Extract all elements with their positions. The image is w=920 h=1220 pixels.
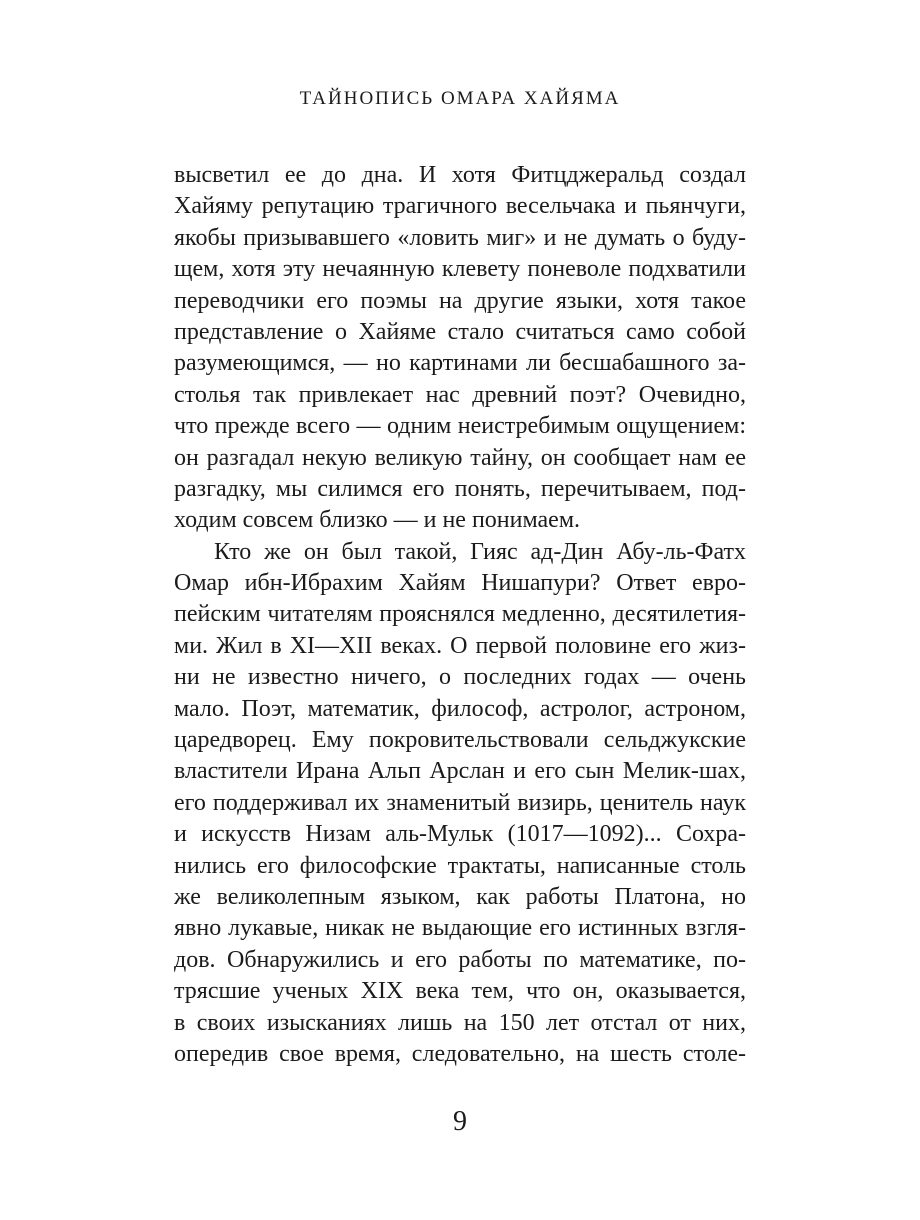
text-line: ни не известно ничего, о последних годах — очень (174, 664, 746, 691)
text-line: трясшие ученых XIX века тем, что он, оказывается, (174, 978, 746, 1005)
text-line: столья так привлекает нас древний поэт? Очевидно, (174, 381, 746, 408)
text-line: высветил ее до дна. И хотя Фитцджеральд создал (174, 162, 746, 188)
text-line: Хайяму репутацию трагичного весельчака и пьянчуги, (174, 193, 746, 220)
text-line: он разгадал некую великую тайну, он сообщает нам ее (174, 444, 746, 471)
text-line: явно лукавые, никак не выдающие его истинных взгля- (174, 915, 746, 942)
text-line: властители Ирана Альп Арслан и его сын Мелик-шах, (174, 758, 746, 785)
text-line: ми. Жил в XI—XII веках. О первой половине его жиз- (174, 632, 746, 659)
text-line: дов. Обнаружились и его работы по математике, по- (174, 946, 746, 973)
running-head: ТАЙНОПИСЬ ОМАРА ХАЙЯМА (299, 88, 621, 109)
text-line: представление о Хайяме стало считаться само собой (174, 318, 746, 345)
text-line: разгадку, мы силимся его понять, перечитываем, под- (174, 475, 746, 502)
text-line: опередив свое время, следовательно, на шесть столе- (174, 1040, 746, 1067)
page-number: 9 (453, 1106, 467, 1137)
text-line: разумеющимся, — но картинами ли бесшабашного за- (174, 350, 746, 377)
text-line: нились его философские трактаты, написанные столь (174, 852, 746, 879)
text-line: мало. Поэт, математик, философ, астролог, астроном, (174, 695, 746, 722)
text-line: якобы призывавшего «ловить миг» и не думать о буду- (174, 224, 746, 251)
text-line: царедворец. Ему покровительствовали сельджукские (174, 727, 746, 754)
text-line: пейским читателям прояснялся медленно, десятилетия- (174, 601, 746, 628)
text-line: ходим совсем близко — и не понимаем. (174, 507, 581, 534)
text-line: что прежде всего — одним неистребимым ощущением: (174, 413, 746, 440)
text-line: в своих изысканиях лишь на 150 лет отстал от них, (174, 1009, 746, 1036)
text-line: его поддерживал их знаменитый визирь, ценитель наук (174, 789, 746, 816)
text-line: же великолепным языком, как работы Платона, но (174, 883, 746, 910)
body-text (174, 160, 746, 1070)
text-line: Омар ибн-Ибрахим Хайям Нишапури? Ответ евро- (174, 570, 746, 597)
text-line: переводчики его поэмы на другие языки, хотя такое (174, 287, 746, 314)
text-line: щем, хотя эту нечаянную клевету поневоле подхватили (174, 256, 746, 283)
text-line: и искусств Низам аль-Мульк (1017—1092)... Сохра- (174, 821, 746, 848)
text-line: Кто же он был такой, Гияс ад-Дин Абу-ль-Фатх (214, 538, 746, 565)
